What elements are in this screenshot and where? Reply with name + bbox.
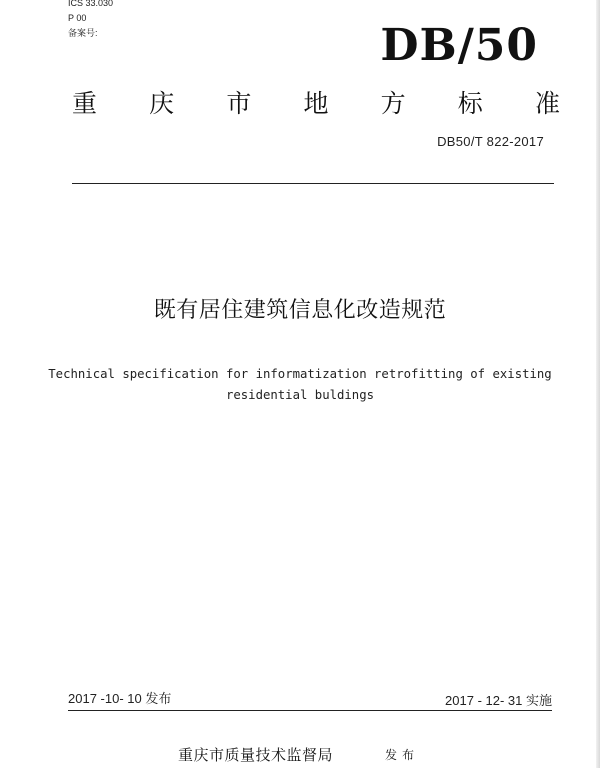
standard-type-char: 地: [303, 89, 329, 118]
header-metadata: [68, 0, 113, 41]
standard-number: DB50/T 822-2017: [437, 134, 544, 149]
standard-type-char: 重: [72, 89, 98, 118]
standard-type-char: 庆: [149, 89, 175, 118]
issuing-authority: 重庆市质量技术监督局: [178, 746, 334, 764]
title-chinese: 既有居住建筑信息化改造规范: [153, 298, 447, 323]
issuing-action: 发布: [385, 748, 420, 762]
classification-code: P 00: [68, 13, 87, 23]
implementation-date: 2017 - 12- 31 实施: [445, 693, 552, 708]
standard-type-char: 市: [226, 89, 252, 118]
title-english: [40, 364, 560, 406]
title-english-line: residential buldings: [225, 388, 375, 402]
ics-code: ICS 33.030: [68, 0, 114, 8]
standard-type-char: 标: [457, 89, 483, 118]
standard-code: DB/50: [380, 20, 538, 71]
standard-type-char: 方: [380, 89, 406, 118]
footer-divider: [68, 710, 552, 711]
standard-type-char: 准: [534, 89, 560, 118]
scan-edge: [596, 0, 600, 768]
issue-date: 2017 -10- 10 发布: [68, 691, 172, 706]
header-divider: [72, 183, 554, 184]
filing-number-label: 备案号:: [68, 28, 98, 38]
title-english-line: Technical specification for informatization retrofitting of existing: [48, 367, 552, 381]
standard-type: [72, 84, 560, 120]
